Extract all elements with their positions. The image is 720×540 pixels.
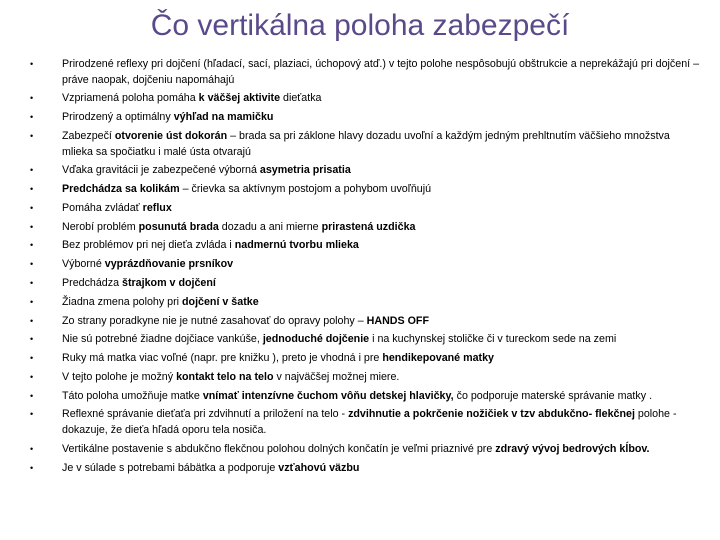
emphasized-text: zdravý vývoj bedrových kĺbov. <box>495 442 650 455</box>
list-item <box>30 389 700 405</box>
bullet-icon: • <box>30 278 34 288</box>
bullet-icon: • <box>30 409 34 420</box>
emphasized-text: jednoduché dojčenie <box>262 333 370 346</box>
bullet-icon: • <box>30 59 34 69</box>
emphasized-text: vzťahovú väzbu <box>278 461 360 474</box>
list-item <box>30 182 700 198</box>
item-text: – brada sa pri záklone hlavy dozadu uvoľní a každým jedným prehltnutím väčšieho množstva mlieka sa spočiatku i malé ústa otvarajú <box>62 129 670 158</box>
emphasized-text: vnímať intenzívne čuchom vôňu detskej hlavičky, <box>202 389 454 402</box>
item-text: čo podporuje materské správanie matky . <box>453 389 653 402</box>
emphasized-text: reflux <box>142 201 172 214</box>
list-item <box>30 442 700 458</box>
item-text: Prirodzené reflexy pri dojčení (hľadací, sací, plaziaci, úchopový atď.) v tejto polohe nespôsobujú obštrukcie a neprekážajú pri dojčení – práve naopak, dojčeniu napomáhajú <box>62 58 700 86</box>
emphasized-text: k väčšej aktivite <box>198 92 281 105</box>
bullet-icon: • <box>30 240 34 251</box>
item-text: Vertikálne postavenie s abdukčno flekčnou polohou dolných končatín je veľmi priaznivé pre <box>62 442 496 455</box>
emphasized-text: Predchádza sa kolikám <box>62 183 180 196</box>
bullet-icon: • <box>30 112 34 123</box>
bullet-icon: • <box>30 315 34 326</box>
emphasized-text: štrajkom v dojčení <box>122 277 216 289</box>
bullet-icon: • <box>30 93 34 104</box>
bullet-icon: • <box>30 165 34 176</box>
list-item <box>30 91 700 107</box>
bullet-icon: • <box>30 443 34 454</box>
item-text: Nerobí problém <box>62 220 139 233</box>
item-text: – črievka sa aktívnym postojom a pohybom uvoľňujú <box>179 183 432 196</box>
item-text: Je v súlade s potrebami bábätka a podporuje <box>62 461 279 474</box>
item-text: Výborné <box>62 258 105 271</box>
list-item <box>30 332 700 348</box>
emphasized-text: posunutá brada <box>138 220 219 233</box>
list-item <box>30 314 700 330</box>
bullet-icon: • <box>30 259 34 270</box>
list-item <box>30 276 700 292</box>
list-item <box>30 351 700 367</box>
bullet-icon: • <box>30 202 34 213</box>
emphasized-text: vyprázdňovanie prsníkov <box>104 258 234 271</box>
item-text: Nie sú potrebné žiadne dojčiace vankúše, <box>62 333 263 346</box>
list-item <box>30 238 700 254</box>
bullet-icon: • <box>30 353 34 364</box>
page-title: Čo vertikálna poloha zabezpečí <box>150 9 570 42</box>
item-text: Vzpriamená poloha pomáha <box>62 92 199 105</box>
item-text: Bez problémov pri nej dieťa zvláda i <box>62 239 235 252</box>
list-item <box>30 220 700 236</box>
emphasized-text: prirastená uzdička <box>321 220 416 233</box>
item-text: Reflexné správanie dieťaťa pri zdvihnutí a priložení na telo - <box>62 408 349 421</box>
bullet-icon: • <box>30 184 34 195</box>
list-item <box>30 110 700 126</box>
item-text: Zo strany poradkyne nie je nutné zasahovať do opravy polohy – <box>62 314 367 327</box>
emphasized-text: kontakt telo na telo <box>176 370 274 383</box>
item-text: v najväčšej možnej miere. <box>273 370 400 383</box>
list-item <box>30 257 700 273</box>
bullet-icon: • <box>30 334 34 345</box>
emphasized-text: otvorenie úst dokorán <box>114 129 228 142</box>
emphasized-text: hendikepované matky <box>382 352 494 365</box>
list-item <box>30 57 700 88</box>
emphasized-text: dojčení v šatke <box>182 295 259 308</box>
item-text: V tejto polohe je možný <box>62 370 177 383</box>
emphasized-text: výhľad na mamičku <box>173 111 274 124</box>
bullet-icon: • <box>30 371 34 382</box>
list-item <box>30 295 700 311</box>
item-text: Žiadna zmena polohy pri <box>62 295 183 308</box>
item-text: Ruky má matka viac voľné (napr. pre knižku ), preto je vhodná i pre <box>62 352 383 365</box>
list-item <box>30 407 700 438</box>
item-text: polohe - dokazuje, že dieťa hľadá oporu tela nosiča. <box>62 408 677 437</box>
list-item <box>30 461 700 477</box>
bullet-icon: • <box>30 221 34 232</box>
list-item <box>30 201 700 217</box>
bullet-icon: • <box>30 390 34 401</box>
item-text: dieťatka <box>280 92 322 105</box>
emphasized-text: HANDS OFF <box>366 314 429 327</box>
item-text: Vďaka gravitácii je zabezpečené výborná <box>62 164 260 177</box>
emphasized-text: asymetria prisatia <box>259 164 351 177</box>
item-text: Pomáha zvládať <box>62 201 143 214</box>
bullet-icon: • <box>30 296 34 307</box>
item-text: dozadu a ani mierne <box>218 220 322 233</box>
list-item <box>30 163 700 179</box>
bullet-list <box>30 57 700 479</box>
item-text: Zabezpečí <box>62 129 115 142</box>
bullet-icon: • <box>30 130 34 141</box>
item-text: Predchádza <box>62 277 123 289</box>
list-item <box>30 370 700 386</box>
item-text: Táto poloha umožňuje matke <box>62 389 203 402</box>
bullet-icon: • <box>30 462 34 473</box>
emphasized-text: zdvihnutie a pokrčenie nožičiek v tzv abdukčno- flekčnej <box>348 408 635 421</box>
item-text: Prirodzený a optimálny <box>62 111 174 124</box>
list-item <box>30 129 700 160</box>
item-text: i na kuchynskej stoličke či v tureckom sede na zemi <box>369 333 617 346</box>
emphasized-text: nadmernú tvorbu mlieka <box>234 239 359 252</box>
